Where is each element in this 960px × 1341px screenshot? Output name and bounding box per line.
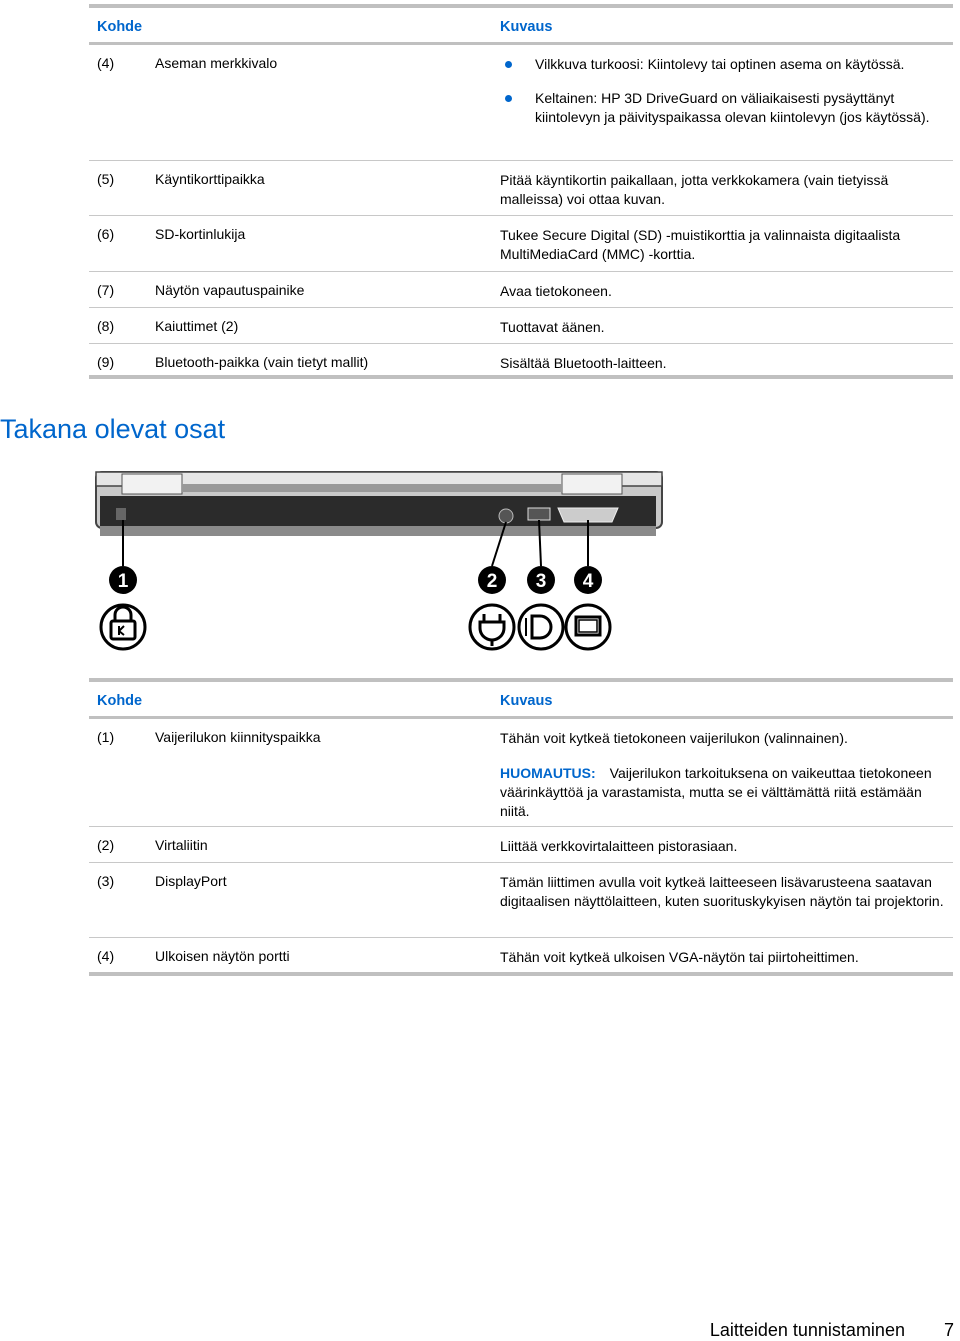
row-description: Tämän liittimen avulla voit kytkeä laitteeseen lisävarusteena saatavan digitaalisen näyttölaitteen, kuten suorituskykyisen näytön tai projektorin. xyxy=(500,874,944,909)
note-label: HUOMAUTUS: xyxy=(500,765,596,781)
callout-number: 2 xyxy=(486,571,498,592)
laptop-rear-body xyxy=(96,472,662,536)
row-number: (5) xyxy=(97,171,115,187)
page-footer xyxy=(710,1320,954,1341)
row-number: (9) xyxy=(97,354,115,370)
bullet-item: Keltainen: HP 3D DriveGuard on väliaikaisesti pysäyttänyt kiintolevyn ja päivityspaikassa olevan kiintolevyn (jos käytössä). xyxy=(500,89,950,127)
table-row xyxy=(89,827,953,863)
row-name: Aseman merkkivalo xyxy=(155,55,278,71)
table-header xyxy=(89,682,953,719)
row-number: (6) xyxy=(97,226,115,242)
footer-title: Laitteiden tunnistaminen xyxy=(709,1320,905,1340)
callout-1 xyxy=(109,566,137,594)
callout-number: 1 xyxy=(117,571,129,592)
row-number: (3) xyxy=(97,873,115,889)
header-description: Kuvaus xyxy=(500,19,553,35)
callout-2 xyxy=(478,566,506,594)
row-number: (4) xyxy=(97,55,115,71)
row-number: (8) xyxy=(97,318,115,334)
row-description: Tukee Secure Digital (SD) -muistikorttia ja valinnaista digitaalista MultiMediaCard (MMC) -korttia. xyxy=(500,227,901,262)
table-row xyxy=(89,938,953,972)
displayport-icon xyxy=(519,605,563,649)
vga-port xyxy=(558,508,618,522)
row-name: DisplayPort xyxy=(155,873,227,889)
row-number: (1) xyxy=(97,729,115,745)
table-row xyxy=(89,45,953,161)
table-row xyxy=(89,863,953,938)
row-name: Bluetooth-paikka (vain tietyt mallit) xyxy=(155,354,369,370)
table-row xyxy=(89,719,953,827)
row-name: Näytön vapautuspainike xyxy=(155,282,305,298)
header-item: Kohde xyxy=(97,693,143,709)
table-row xyxy=(89,308,953,344)
row-number: (7) xyxy=(97,282,115,298)
table-header xyxy=(89,8,953,45)
callout-number: 3 xyxy=(535,571,547,592)
security-slot xyxy=(116,508,126,520)
row-name: Kaiuttimet (2) xyxy=(155,318,239,334)
row-name: Virtaliitin xyxy=(155,837,208,853)
row-description: Pitää käyntikortin paikallaan, jotta verkkokamera (vain tietyissä malleissa) voi ottaa kuvan. xyxy=(500,172,889,207)
description-text: Tähän voit kytkeä tietokoneen vaijerilukon (valinnainen). xyxy=(500,730,848,746)
row-description: Avaa tietokoneen. xyxy=(500,283,612,299)
components-table-rear xyxy=(89,678,953,976)
row-name: Käyntikorttipaikka xyxy=(155,171,265,187)
table-row xyxy=(89,272,953,308)
row-number: (2) xyxy=(97,837,115,853)
callout-3 xyxy=(527,566,555,594)
header-description: Kuvaus xyxy=(500,693,553,709)
callout-4 xyxy=(574,566,602,594)
row-name: SD-kortinlukija xyxy=(155,226,246,242)
header-item: Kohde xyxy=(97,19,143,35)
laptop-rear-figure xyxy=(92,466,672,656)
note xyxy=(500,764,950,821)
row-description xyxy=(500,729,950,821)
row-name: Ulkoisen näytön portti xyxy=(155,948,290,964)
note-text: Vaijerilukon tarkoituksena on vaikeuttaa tietokoneen väärinkäyttöä ja varastamista, mutta se ei välttämättä riitä estämään niitä. xyxy=(500,765,932,819)
lock-icon xyxy=(101,605,145,649)
row-number: (4) xyxy=(97,948,115,964)
displayport xyxy=(528,508,550,520)
power-connector xyxy=(499,509,513,523)
table-row xyxy=(89,161,953,216)
row-description: Tähän voit kytkeä ulkoisen VGA-näytön tai piirtoheittimen. xyxy=(500,949,859,965)
row-description: Liittää verkkovirtalaitteen pistorasiaan. xyxy=(500,838,738,854)
table-row xyxy=(89,216,953,272)
row-description: Tuottavat äänen. xyxy=(500,319,605,335)
power-icon xyxy=(470,605,514,649)
monitor-icon xyxy=(566,605,610,649)
bullet-item: Vilkkuva turkoosi: Kiintolevy tai optinen asema on käytössä. xyxy=(500,55,950,74)
table-row xyxy=(89,344,953,375)
section-title: Takana olevat osat xyxy=(0,414,226,444)
components-table-front xyxy=(89,4,953,379)
row-description: Sisältää Bluetooth-laitteen. xyxy=(500,355,667,371)
row-name: Vaijerilukon kiinnityspaikka xyxy=(155,729,321,745)
callout-number: 4 xyxy=(582,571,594,592)
table-bottom-rule xyxy=(89,972,953,976)
page-number: 7 xyxy=(943,1320,954,1340)
row-description xyxy=(500,55,950,127)
table-bottom-rule xyxy=(89,375,953,379)
